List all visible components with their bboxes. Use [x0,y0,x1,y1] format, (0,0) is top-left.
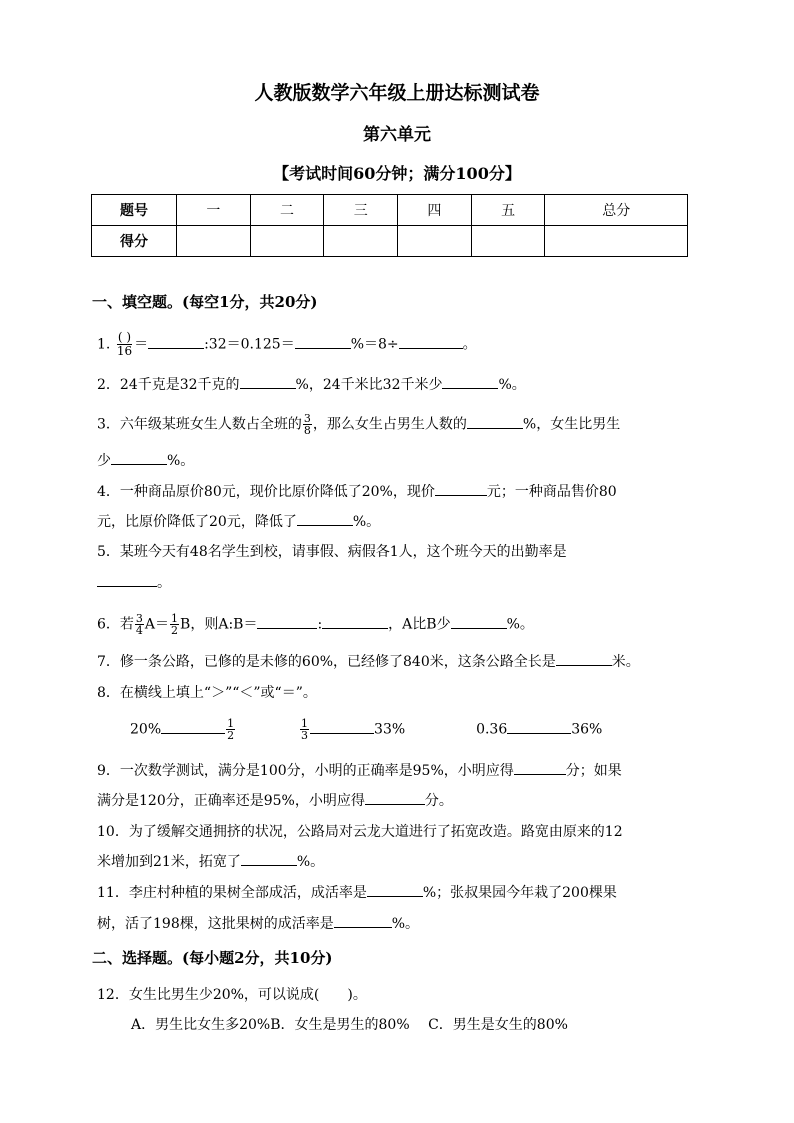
answer-blank[interactable] [399,336,463,349]
section-fill-heading: 一、填空题。(每空1分，共20分) [92,293,318,311]
question-2: 2．24千克是32千克的 %，24千米比32千米少 %。 [97,377,526,393]
fraction: $\frac{1}{2}$ [227,717,235,742]
section-choice-heading: 二、选择题。(每小题2分，共10分) [92,949,333,967]
answer-blank[interactable] [310,721,374,734]
answer-blank[interactable] [435,483,487,496]
table-cell: 四 [398,195,472,226]
question-3-cont: 少 %。 [97,453,195,469]
answer-blank[interactable] [257,616,317,629]
score-table-score-row [92,226,688,257]
answer-blank[interactable] [241,853,297,866]
question-1: 1. $\frac{( )}{16}$ ＝ :32＝0.125＝ %＝8÷ 。 [97,330,477,358]
exam-title: 人教版数学六年级上册达标测试卷 [254,82,540,104]
question-10: 10．为了缓解交通拥挤的状况，公路局对云龙大道进行了拓宽改造。路宽由原来的12 [97,824,623,840]
table-cell: 二 [250,195,324,226]
fraction: $\frac{3}{4}$ [135,612,143,637]
answer-blank[interactable] [161,721,225,734]
question-7: 7．修一条公路，已修的是未修的60%，已经修了840米，这条公路全长是 米。 [97,654,640,670]
fraction: $\frac{1}{3}$ [301,717,309,742]
fraction: $\frac{( )}{16}$ [116,330,133,358]
score-input-cell[interactable] [545,226,688,257]
exam-info: 【考试时间60分钟；满分100分】 [273,164,521,183]
table-cell: 总分 [545,195,688,226]
score-table [91,194,688,257]
table-cell: 五 [471,195,545,226]
question-11-cont: 树，活了198棵，这批果树的成活率是 %。 [97,916,420,932]
question-12: 12．女生比男生少20%，可以说成( )。 [97,987,367,1003]
score-input-cell[interactable] [177,226,251,257]
answer-blank[interactable] [322,616,388,629]
question-6: 6．若 $\frac{3}{4}$ A＝ $\frac{1}{2}$ B，则A:B＝ : ，A比B少 %。 [97,612,534,637]
answer-blank[interactable] [111,452,167,465]
question-10-cont: 米增加到21米，拓宽了 %。 [97,854,325,870]
answer-blank[interactable] [295,336,351,349]
answer-blank[interactable] [507,721,571,734]
score-input-cell[interactable] [471,226,545,257]
question-8: 8．在横线上填上“＞”“＜”或“＝”。 [97,685,317,701]
answer-blank[interactable] [334,915,392,928]
answer-blank[interactable] [467,416,523,429]
question-4: 4．一种商品原价80元，现价比原价降低了20%，现价 元；一种商品售价80 [97,484,617,500]
answer-blank[interactable] [442,376,498,389]
table-cell: 题号 [92,195,177,226]
question-9: 9．一次数学测试，满分是100分，小明的正确率是95%，小明应得 分；如果 [97,763,622,779]
question-5: 5．某班今天有48名学生到校，请事假、病假各1人，这个班今天的出勤率是 [97,544,567,560]
question-8-items: 20% $\frac{1}{2}$ $\frac{1}{3}$ 33% 0.36 36% [130,717,603,742]
unit-title: 第六单元 [363,125,431,145]
answer-blank[interactable] [297,513,353,526]
question-5-cont: 。 [97,574,171,592]
question-4-cont: 元，比原价降低了20元，降低了 %。 [97,514,381,530]
fraction: $\frac{1}{2}$ [171,612,179,637]
table-cell: 一 [177,195,251,226]
answer-blank[interactable] [97,574,157,587]
score-table-header-row [92,195,688,226]
table-cell: 三 [324,195,398,226]
score-input-cell[interactable] [398,226,472,257]
answer-blank[interactable] [240,376,296,389]
answer-blank[interactable] [365,792,425,805]
question-11: 11．李庄村种植的果树全部成活，成活率是 %；张叔果园今年栽了200棵果 [97,885,617,901]
score-input-cell[interactable] [324,226,398,257]
answer-blank[interactable] [556,653,612,666]
answer-blank[interactable] [514,762,566,775]
answer-blank[interactable] [367,884,423,897]
question-12-options[interactable]: A．男生比女生多20%B．女生是男生的80% C．男生是女生的80% [131,1017,568,1033]
answer-blank[interactable] [148,336,204,349]
question-3: 3．六年级某班女生人数占全班的 $\frac{3}{8}$ ，那么女生占男生人数的 %，女生比男生 [97,412,621,437]
score-input-cell[interactable] [250,226,324,257]
answer-blank[interactable] [451,616,507,629]
question-9-cont: 满分是120分，正确率还是95%，小明应得 分。 [97,793,453,809]
fraction: $\frac{3}{8}$ [303,412,311,437]
table-cell: 得分 [92,226,177,257]
